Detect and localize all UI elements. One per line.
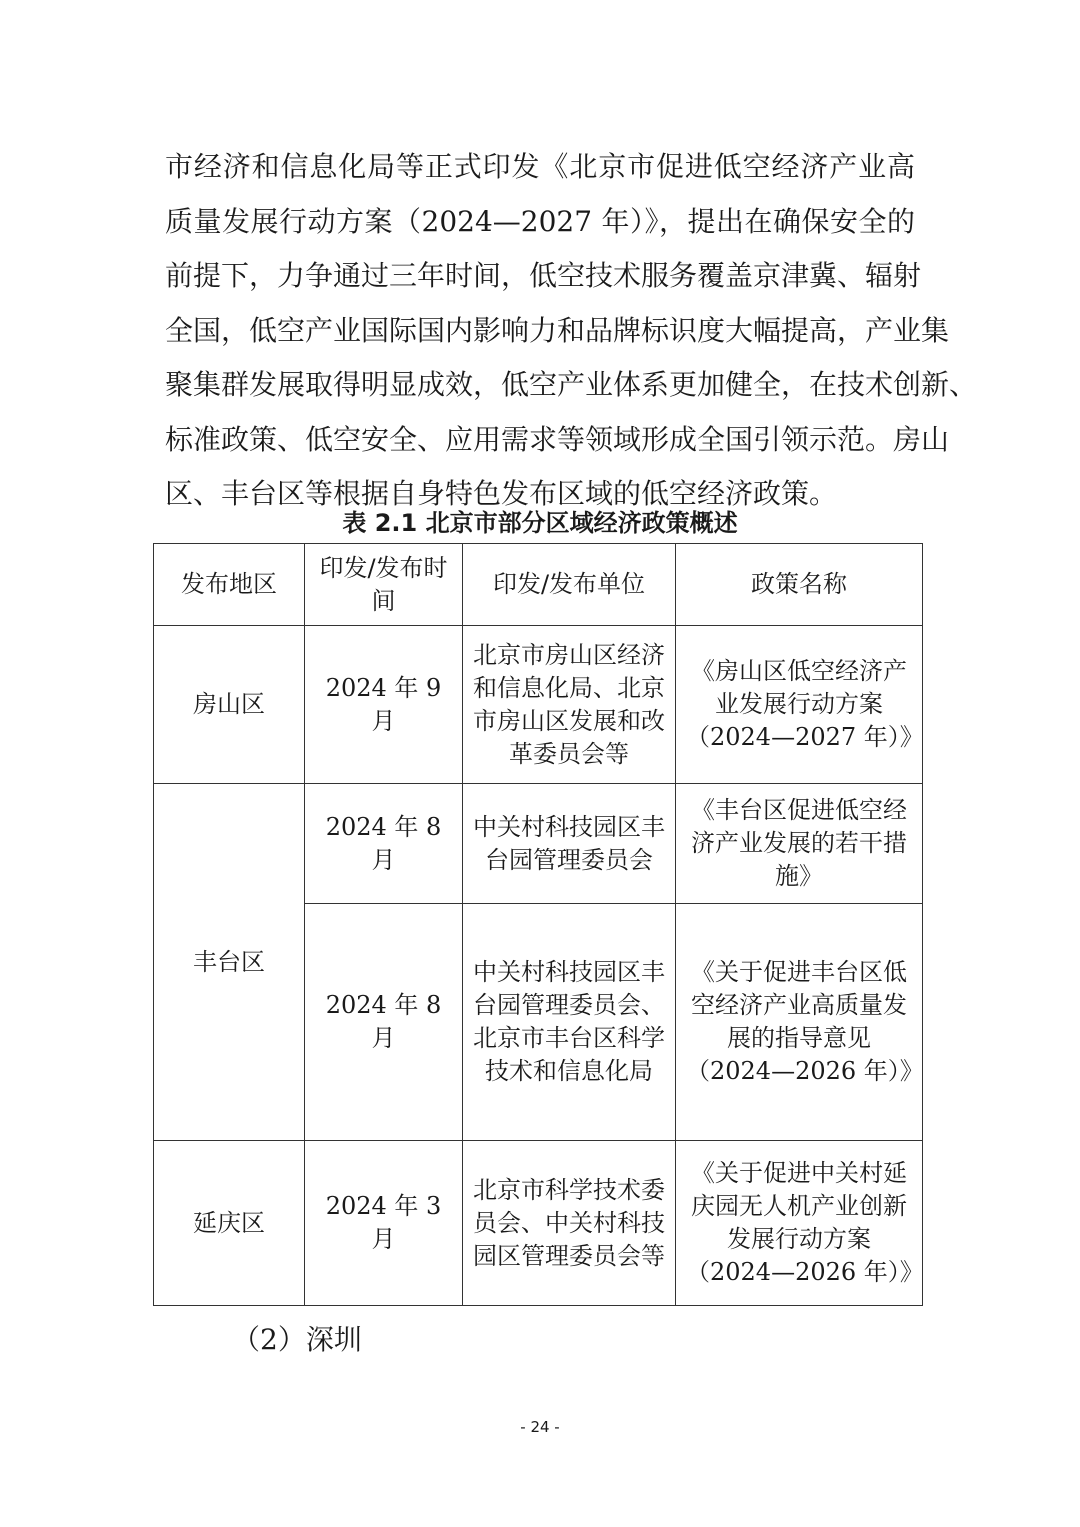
cell-date: 2024 年 9 月 — [305, 626, 463, 784]
cell-policy-name: 《丰台区促进低空经济产业发展的若干措施》 — [676, 784, 923, 904]
cell-issuer: 北京市房山区经济和信息化局、北京市房山区发展和改革委员会等 — [463, 626, 676, 784]
cell-region: 丰台区 — [154, 784, 305, 1141]
cell-issuer: 中关村科技园区丰台园管理委员会 — [463, 784, 676, 904]
table-row — [154, 784, 923, 904]
policy-table — [153, 543, 923, 1306]
paragraph-line: 前提下，力争通过三年时间，低空技术服务覆盖京津冀、辐射 — [165, 259, 922, 292]
page-number: - 24 - — [520, 1418, 560, 1436]
paragraph-line: 质量发展行动方案（2024—2027 年）》，提出在确保安全的 — [165, 204, 915, 238]
cell-region: 延庆区 — [154, 1141, 305, 1306]
header-date: 印发/发布时间 — [305, 544, 463, 626]
header-region: 发布地区 — [154, 544, 305, 626]
header-issuer: 印发/发布单位 — [463, 544, 676, 626]
cell-date: 2024 年 3 月 — [305, 1141, 463, 1306]
paragraph-line: 聚集群发展取得明显成效，低空产业体系更加健全，在技术创新、 — [165, 368, 978, 401]
paragraph-line: 市经济和信息化局等正式印发《北京市促进低空经济产业高 — [165, 150, 915, 183]
table-caption: 表 2.1 北京市部分区域经济政策概述 — [342, 509, 738, 537]
cell-issuer: 北京市科学技术委员会、中关村科技园区管理委员会等 — [463, 1141, 676, 1306]
cell-date: 2024 年 8 月 — [305, 904, 463, 1141]
table-header-row — [154, 544, 923, 626]
cell-policy-name: 《房山区低空经济产业发展行动方案（2024—2027 年）》 — [676, 626, 923, 784]
cell-date: 2024 年 8 月 — [305, 784, 463, 904]
paragraph-line: 区、丰台区等根据自身特色发布区域的低空经济政策。 — [165, 477, 838, 510]
cell-policy-name: 《关于促进丰台区低空经济产业高质量发展的指导意见（2024—2026 年）》 — [676, 904, 923, 1141]
table-row — [154, 626, 923, 784]
table-row — [154, 1141, 923, 1306]
cell-issuer: 中关村科技园区丰台园管理委员会、北京市丰台区科学技术和信息化局 — [463, 904, 676, 1141]
cell-policy-name: 《关于促进中关村延庆园无人机产业创新发展行动方案（2024—2026 年）》 — [676, 1141, 923, 1306]
header-policy-name: 政策名称 — [676, 544, 923, 626]
paragraph-line: 全国，低空产业国际国内影响力和品牌标识度大幅提高，产业集 — [165, 313, 950, 347]
paragraph-line: 标准政策、低空安全、应用需求等领域形成全国引领示范。房山 — [165, 422, 950, 456]
body-paragraph — [165, 140, 978, 522]
section-heading: （2）深圳 — [232, 1323, 362, 1356]
cell-region: 房山区 — [154, 626, 305, 784]
